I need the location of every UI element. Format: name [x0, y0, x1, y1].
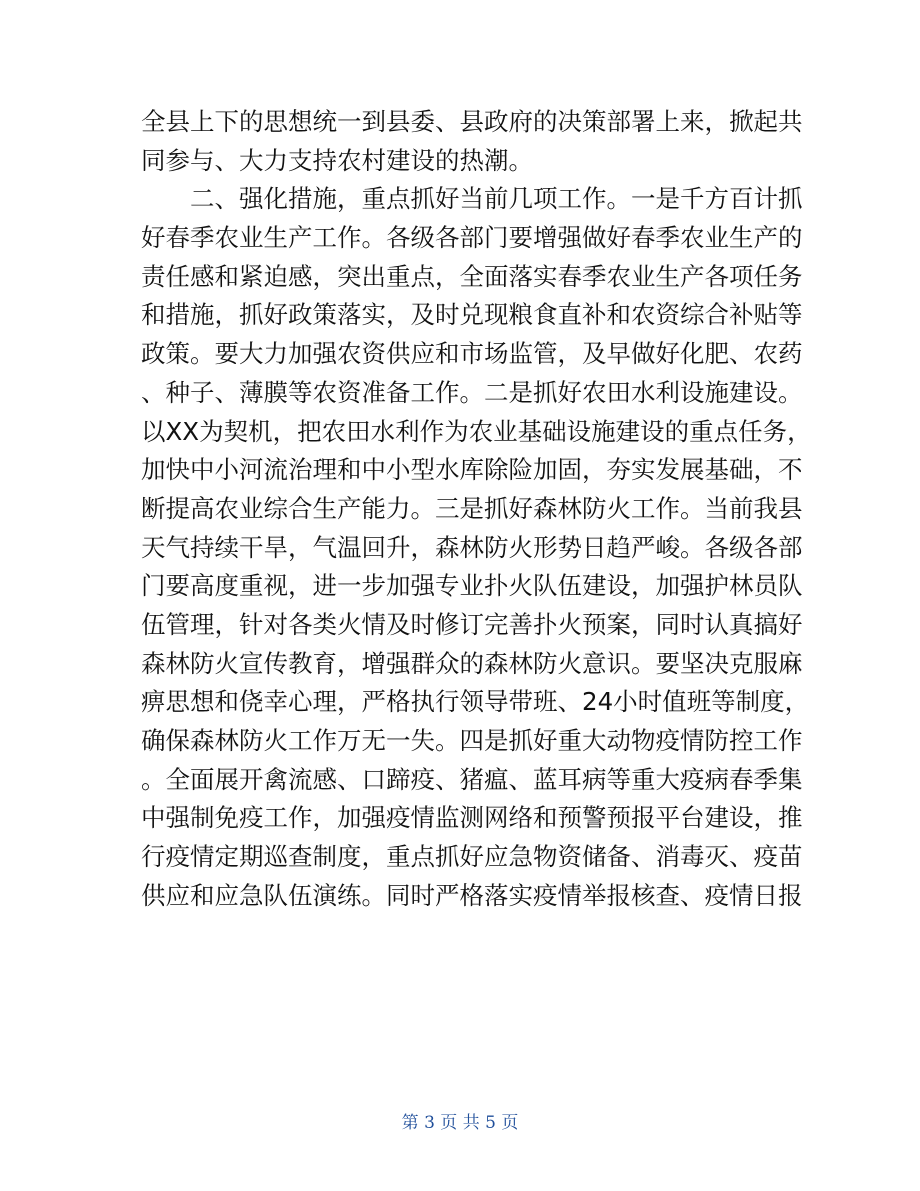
text-line: 好春季农业生产工作。各级各部门要增强做好春季农业生产的: [141, 223, 803, 253]
text-line: 行疫情定期巡查制度，重点抓好应急物资储备、消毒灭、疫苗: [141, 842, 803, 872]
text-line: 责任感和紧迫感，突出重点，全面落实春季农业生产各项任务: [141, 261, 803, 291]
text-line: 全县上下的思想统一到县委、县政府的决策部署上来，掀起共: [141, 107, 803, 136]
text-line: 、种子、薄膜等农资准备工作。二是抓好农田水利设施建设。: [141, 377, 803, 407]
text-line: 以XX为契机，把农田水利作为农业基础设施建设的重点任务，: [141, 416, 812, 446]
text-line: 。全面展开禽流感、口蹄疫、猪瘟、蓝耳病等重大疫病春季集: [141, 764, 803, 794]
text-line: 森林防火宣传教育，增强群众的森林防火意识。要坚决克服麻: [141, 648, 803, 678]
body-text: [141, 103, 812, 915]
text-line: 政策。要大力加强农资供应和市场监管，及早做好化肥、农药: [141, 339, 803, 369]
text-line: 二、强化措施，重点抓好当前几项工作。一是千方百计抓: [141, 184, 803, 214]
text-line: 和措施，抓好政策落实，及时兑现粮食直补和农资综合补贴等: [141, 300, 803, 330]
text-line: 伍管理，针对各类火情及时修订完善扑火预案，同时认真搞好: [141, 609, 803, 639]
text-line: 门要高度重视，进一步加强专业扑火队伍建设，加强护林员队: [141, 571, 803, 601]
text-line: 加快中小河流治理和中小型水库除险加固，夯实发展基础，不: [141, 455, 803, 485]
text-line: 供应和应急队伍演练。同时严格落实疫情举报核查、疫情日报: [141, 880, 803, 910]
text-line: 中强制免疫工作，加强疫情监测网络和预警预报平台建设，推: [141, 803, 803, 833]
text-line: 确保森林防火工作万无一失。四是抓好重大动物疫情防控工作: [141, 726, 803, 755]
text-line: 同参与、大力支持农村建设的热潮。: [141, 145, 533, 175]
text-line: 痹思想和侥幸心理，严格执行领导带班、24小时值班等制度，: [141, 687, 810, 717]
page-number-footer: 第 3 页 共 5 页: [401, 1113, 519, 1133]
text-line: 断提高农业综合生产能力。三是抓好森林防火工作。当前我县: [141, 493, 803, 523]
text-line: 天气持续干旱，气温回升，森林防火形势日趋严峻。各级各部: [141, 532, 803, 562]
